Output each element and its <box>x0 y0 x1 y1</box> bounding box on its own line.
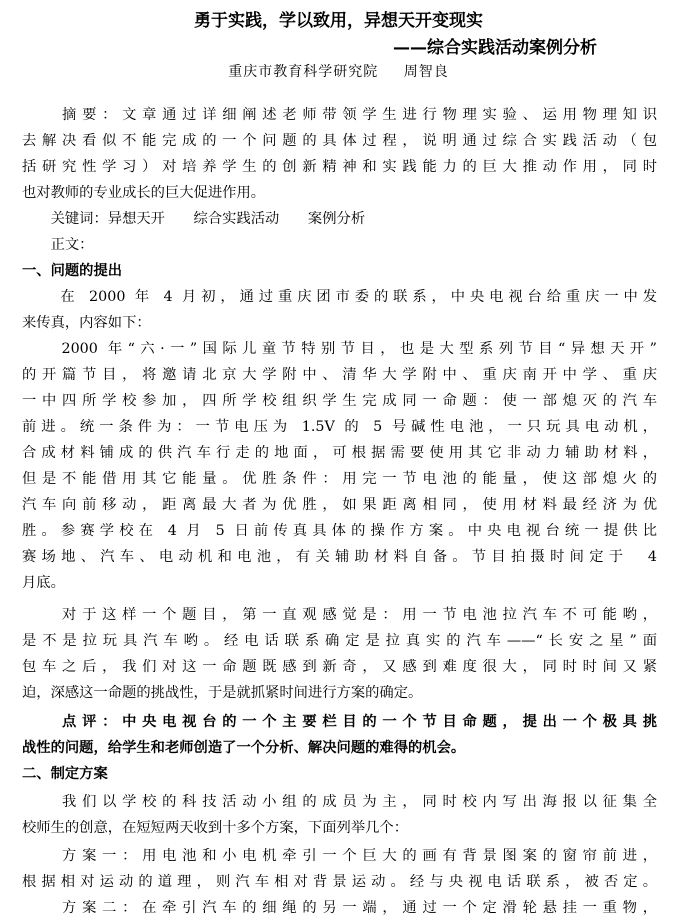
body-label: 正文： <box>22 237 94 253</box>
paragraph-line: 一中四所学校参加，四所学校组织学生完成同一命题：使一部熄灭的汽车 <box>22 393 657 409</box>
paragraph-line: 校师生的创意，在短短两天收到十多个方案，下面列举几个： <box>22 820 409 836</box>
comment-line-1: 点评：中央电视台的一个主要栏目的一个节目命题，提出一个极具挑 <box>22 714 657 730</box>
keywords-line: 关键词：异想天开 综合实践活动 案例分析 <box>22 211 366 227</box>
abstract-line-3: 括研究性学习）对培养学生的创新精神和实践能力的巨大推动作用，同时 <box>22 159 657 175</box>
paragraph-line: 是不是拉玩具汽车哟。经电话联系确定是拉真实的汽车——“长安之星”面 <box>22 633 657 649</box>
abstract-line-4: 也对教师的专业成长的巨大促进作用。 <box>22 185 266 201</box>
paragraph-line: 月底。 <box>22 575 65 591</box>
comment-line-2: 战性的问题，给学生和老师创造了一个分析、解决问题的难得的机会。 <box>22 740 466 756</box>
paragraph-line: 但是不能借用其它能量。优胜条件：用完一节电池的能量，使这部熄火的 <box>22 471 657 487</box>
author-name: 周智良 <box>403 64 449 80</box>
paragraph-line: 汽车向前移动，距离最大者为优胜，如果距离相同，使用材料最经济为优 <box>22 497 657 513</box>
paragraph-line: 迫，深感这一命题的挑战性，于是就抓紧时间进行方案的确定。 <box>22 685 423 701</box>
abstract-line-1: 摘要：文章通过详细阐述老师带领学生进行物理实验、运用物理知识 <box>22 107 657 123</box>
document-title: 勇于实践，学以致用，异想天开变现实 <box>194 11 483 31</box>
paragraph-line: 在 2000 年 4 月初，通过重庆团市委的联系，中央电视台给重庆一中发 <box>22 289 657 305</box>
paragraph-line: 对于这样一个题目，第一直观感觉是：用一节电池拉汽车不可能哟， <box>22 607 657 623</box>
abstract-line-2: 去解决看似不能完成的一个问题的具体过程，说明通过综合实践活动（包 <box>22 133 657 149</box>
paragraph-line: 包车之后，我们对这一命题既感到新奇，又感到难度很大，同时时间又紧 <box>22 659 657 675</box>
paragraph-line: 赛场地、汽车、电动机和电池，有关辅助材料自备。节目拍摄时间定于 4 <box>22 549 657 565</box>
section-heading-1: 一、问题的提出 <box>22 263 123 279</box>
document-subtitle: ——综合实践活动案例分析 <box>393 38 597 58</box>
author-line <box>0 61 677 81</box>
paragraph-line: 来传真，内容如下： <box>22 315 151 331</box>
author-organization: 重庆市教育科学研究院 <box>228 64 379 80</box>
paragraph-line: 合成材料铺成的供汽车行走的地面，可根据需要使用其它非动力辅助材料， <box>22 445 657 461</box>
paragraph-line: 前进。统一条件为：一节电压为 1.5V 的 5 号碱性电池，一只玩具电动机， <box>22 419 657 435</box>
plan-line: 方案一：用电池和小电机牵引一个巨大的画有背景图案的窗帘前进， <box>22 848 657 864</box>
paragraph-line: 2000 年“六·一”国际儿童节特别节目，也是大型系列节目“异想天开” <box>22 341 657 357</box>
paragraph-line: 胜。参赛学校在 4 月 5 日前传真具体的操作方案。中央电视台统一提供比 <box>22 523 657 539</box>
plan-line: 根据相对运动的道理，则汽车相对背景运动。经与央视电话联系，被否定。 <box>22 874 657 890</box>
plan-line: 方案二：在牵引汽车的细绳的另一端，通过一个定滑轮悬挂一重物， <box>22 900 657 916</box>
paragraph-line: 的开篇节目，将邀请北京大学附中、清华大学附中、重庆南开中学、重庆 <box>22 367 657 383</box>
section-heading-2: 二、制定方案 <box>22 766 108 782</box>
paragraph-line: 我们以学校的科技活动小组的成员为主，同时校内写出海报以征集全 <box>22 794 657 810</box>
